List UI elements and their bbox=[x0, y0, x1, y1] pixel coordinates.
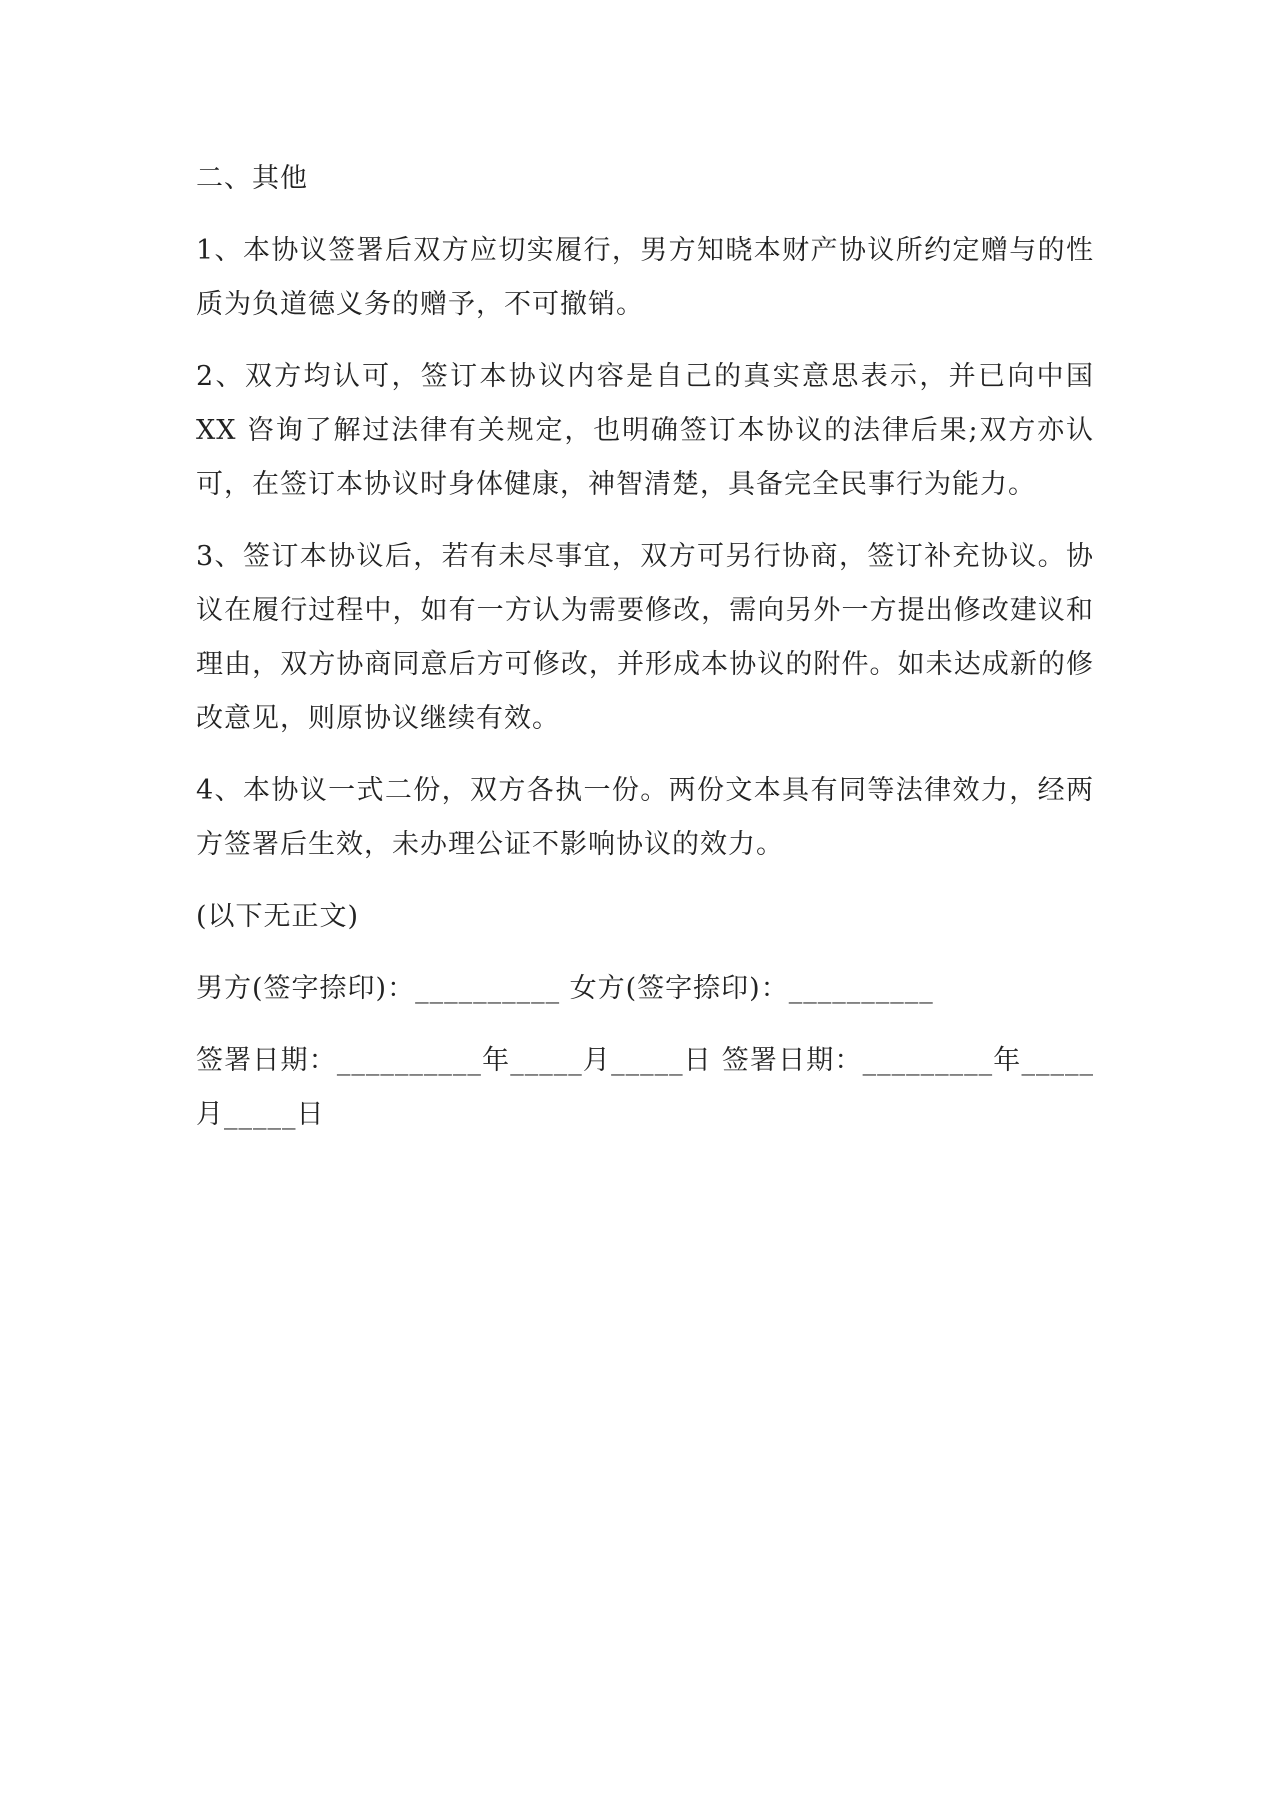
clause-4: 4、本协议一式二份，双方各执一份。两份文本具有同等法律效力，经两方签署后生效，未办理公证不影响协议的效力。 bbox=[196, 775, 1094, 860]
section-heading: 二、其他 bbox=[196, 163, 308, 194]
signature-line: 男方(签字捺印)：__________ 女方(签字捺印)：__________ bbox=[196, 973, 934, 1004]
clause-2: 2、双方均认可，签订本协议内容是自己的真实意思表示，并已向中国 XX 咨询了解过法律有关规定，也明确签订本协议的法律后果;双方亦认可，在签订本协议时身体健康，神智清楚，具备完全民事行为能力。 bbox=[196, 361, 1094, 500]
document-body bbox=[196, 152, 1094, 1160]
clause-3: 3、签订本协议后，若有未尽事宜，双方可另行协商，签订补充协议。协议在履行过程中，如有一方认为需要修改，需向另外一方提出修改建议和理由，双方协商同意后方可修改，并形成本协议的附件。如未达成新的修改意见，则原协议继续有效。 bbox=[196, 541, 1094, 734]
clause-1: 1、本协议签署后双方应切实履行，男方知晓本财产协议所约定赠与的性质为负道德义务的赠予，不可撤销。 bbox=[196, 235, 1094, 320]
date-line: 签署日期：__________年_____月_____日 签署日期：_________年_____月_____日 bbox=[196, 1045, 1094, 1130]
end-note: (以下无正文) bbox=[196, 901, 360, 932]
